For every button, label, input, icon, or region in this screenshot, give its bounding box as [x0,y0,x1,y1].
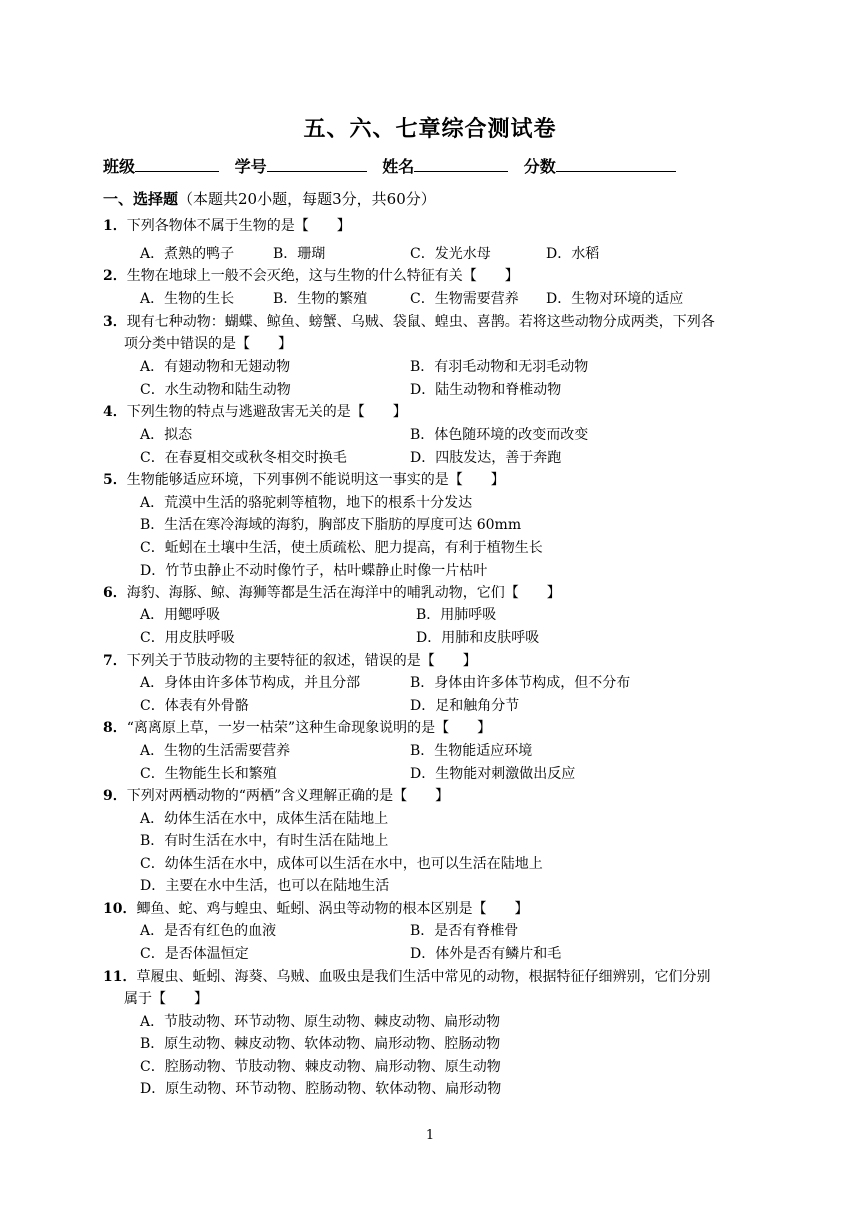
option[interactable]: A．节肢动物、环节动物、原生动物、棘皮动物、扁形动物 [140,1014,501,1030]
class-blank[interactable] [135,155,219,172]
question-10: 10．鲫鱼、蛇、鸡与蝗虫、蚯蚓、涡虫等动物的根本区别是【 】 [103,901,529,917]
option[interactable]: A．煮熟的鸭子 [140,246,235,262]
option[interactable]: A．用鳃呼吸 [140,607,221,623]
question-11-cont: 属于【 】 [124,991,208,1007]
option[interactable]: A．是否有红色的血液 [140,923,277,939]
name-label: 姓名 [382,157,415,176]
option[interactable]: C．生物需要营养 [410,291,519,307]
option[interactable]: C．是否体温恒定 [140,946,249,962]
page-title: 五、六、七章综合测试卷 [303,116,557,142]
option[interactable]: B．生物能适应环境 [410,743,533,759]
option[interactable]: A．幼体生活在水中，成体生活在陆地上 [140,811,389,827]
option[interactable]: D．原生动物、环节动物、腔肠动物、软体动物、扁形动物 [140,1081,502,1097]
option[interactable]: B．是否有脊椎骨 [410,923,519,939]
option[interactable]: B．用肺呼吸 [416,607,497,623]
page-number: 1 [425,1128,435,1143]
question-3-cont: 项分类中错误的是【 】 [124,336,292,352]
option[interactable]: C．腔肠动物、节肢动物、棘皮动物、扁形动物、原生动物 [140,1059,501,1075]
option[interactable]: B．体色随环境的改变而改变 [410,427,589,443]
option[interactable]: C．幼体生活在水中，成体可以生活在水中，也可以生活在陆地上 [140,856,543,872]
option[interactable]: C．在春夏相交或秋冬相交时换毛 [140,450,347,466]
question-8: 8．“离离原上草，一岁一枯荣”这种生命现象说明的是【 】 [103,720,492,736]
option[interactable]: C．蚯蚓在土壤中生活，使土质疏松、肥力提高，有利于植物生长 [140,540,543,556]
question-1: 1．下列各物体不属于生物的是【 】 [103,218,351,234]
option[interactable]: A．生物的生长 [140,291,235,307]
option[interactable]: C．水生动物和陆生动物 [140,382,291,398]
option[interactable]: B．生物的繁殖 [273,291,368,307]
option[interactable]: A．生物的生活需要营养 [140,743,291,759]
option[interactable]: D．陆生动物和脊椎动物 [410,382,562,398]
option[interactable]: C．发光水母 [410,246,491,262]
option[interactable]: A．有翅动物和无翅动物 [140,359,291,375]
question-2: 2．生物在地球上一般不会灭绝，这与生物的什么特征有关【 】 [103,268,519,284]
class-label: 班级 [103,157,136,176]
option[interactable]: D．水稻 [546,246,600,262]
option[interactable]: D．生物对环境的适应 [546,291,684,307]
question-4: 4．下列生物的特点与逃避敌害无关的是【 】 [103,404,407,420]
name-blank[interactable] [414,155,508,172]
option[interactable]: D．用肺和皮肤呼吸 [416,630,540,646]
option[interactable]: B．身体由许多体节构成，但不分布 [410,675,631,691]
option[interactable]: B．有羽毛动物和无羽毛动物 [410,359,589,375]
option[interactable]: D．竹节虫静止不动时像竹子，枯叶蝶静止时像一片枯叶 [140,563,488,579]
option[interactable]: C．生物能生长和繁殖 [140,766,277,782]
option[interactable]: D．体外是否有鳞片和毛 [410,946,562,962]
question-9: 9．下列对两栖动物的“两栖”含义理解正确的是【 】 [103,788,450,804]
option[interactable]: B．有时生活在水中，有时生活在陆地上 [140,833,389,849]
student-info-row [103,154,686,177]
option[interactable]: D．主要在水中生活，也可以在陆地生活 [140,878,390,894]
option[interactable]: A．荒漠中生活的骆驼刺等植物，地下的根系十分发达 [140,495,473,511]
option[interactable]: D．四肢发达，善于奔跑 [410,450,562,466]
id-blank[interactable] [267,155,367,172]
option[interactable]: D．生物能对刺激做出反应 [410,766,576,782]
question-3: 3．现有七种动物：蝴蝶、鲸鱼、螃蟹、乌贼、袋鼠、蝗虫、喜鹊。若将这些动物分成两类，下列各 [103,314,715,330]
score-blank[interactable] [556,155,676,172]
option[interactable]: B．原生动物、棘皮动物、软体动物、扁形动物、腔肠动物 [140,1036,501,1052]
option[interactable]: C．用皮肤呼吸 [140,630,235,646]
option[interactable]: B．珊瑚 [273,246,326,262]
question-5: 5．生物能够适应环境，下列事例不能说明这一事实的是【 】 [103,472,505,488]
option[interactable]: A．身体由许多体节构成，并且分部 [140,675,361,691]
question-6: 6．海豹、海豚、鲸、海狮等都是生活在海洋中的哺乳动物，它们【 】 [103,585,561,601]
option[interactable]: D．足和触角分节 [410,698,520,714]
section-title: 一、选择题 [103,190,179,208]
question-7: 7．下列关于节肢动物的主要特征的叙述，错误的是【 】 [103,653,477,669]
score-label: 分数 [523,157,556,176]
option[interactable]: B．生活在寒冷海域的海豹，胸部皮下脂肪的厚度可达 60mm [140,517,522,533]
option[interactable]: A．拟态 [140,427,193,443]
option[interactable]: C．体表有外骨骼 [140,698,249,714]
section-heading [103,188,436,209]
id-label: 学号 [234,157,267,176]
question-11: 11．草履虫、蚯蚓、海葵、乌贼、血吸虫是我们生活中常见的动物，根据特征仔细辨别，它们分别 [103,969,711,985]
section-note: （本题共20小题，每题3分，共60分） [178,190,436,208]
